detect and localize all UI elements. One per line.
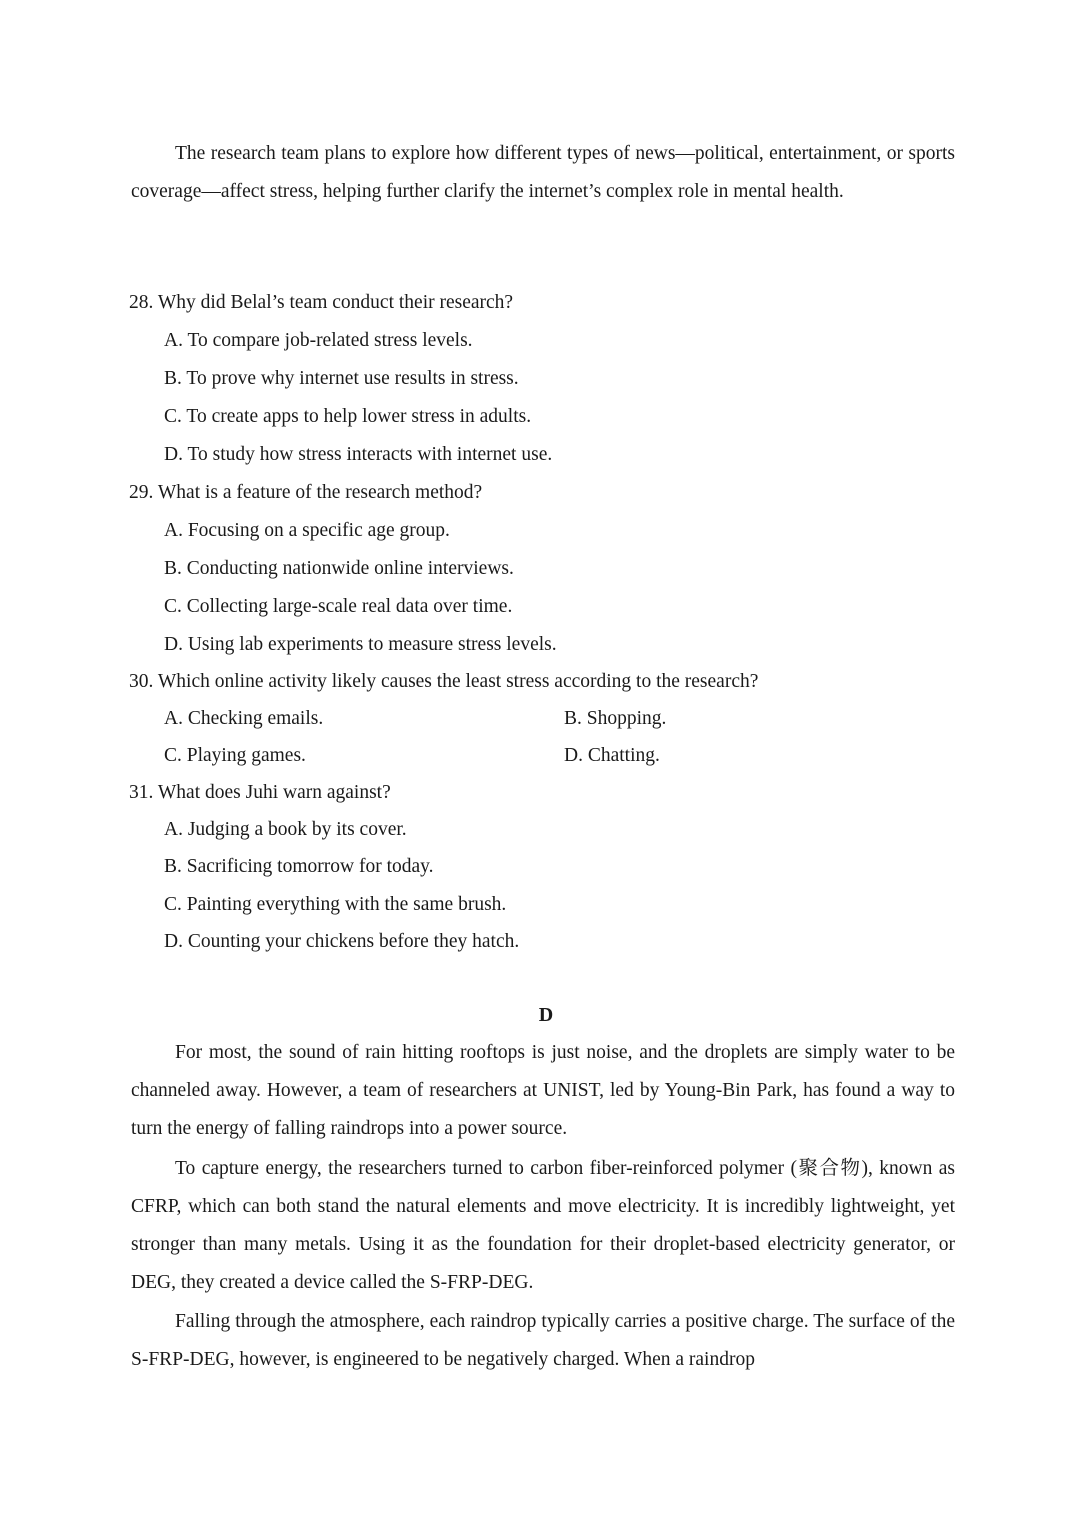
question-29-option-a: A. Focusing on a specific age group.: [164, 520, 450, 541]
question-31-option-d: D. Counting your chickens before they hatch.: [164, 931, 520, 952]
question-30-option-b: B. Shopping.: [564, 708, 667, 729]
question-29-option-c: C. Collecting large-scale real data over time.: [164, 596, 513, 617]
passage-d-paragraph-3: Falling through the atmosphere, each raindrop typically carries a positive charge. The surface of the S-FRP-DEG, however, is engineered to be negatively charged. When a raindrop: [131, 1311, 955, 1370]
question-28-option-a: A. To compare job-related stress levels.: [164, 330, 473, 351]
question-28-option-b: B. To prove why internet use results in stress.: [164, 368, 519, 389]
question-29-stem: 29. What is a feature of the research method?: [129, 482, 483, 503]
question-31-option-b: B. Sacrificing tomorrow for today.: [164, 856, 434, 877]
question-31-option-c: C. Painting everything with the same brush.: [164, 894, 507, 915]
passage-d-paragraph-1: For most, the sound of rain hitting rooftops is just noise, and the droplets are simply water to be channeled away. However, a team of researchers at UNIST, led by Young-Bin Park, has found a way to turn the energy of falling raindrops into a power source.: [131, 1042, 955, 1139]
question-29-option-b: B. Conducting nationwide online interviews.: [164, 558, 514, 579]
question-30-option-a: A. Checking emails.: [164, 708, 324, 729]
question-30-option-d: D. Chatting.: [564, 745, 660, 766]
passage-d-paragraph-2: To capture energy, the researchers turned to carbon fiber-reinforced polymer (聚合物), known as CFRP, which can both stand the natural elements and move electricity. It is incredibly lightweight, yet stronger than many metals. Using it as the foundation for their droplet-based electricity generator, or DEG, they created a device called the S-FRP-DEG.: [131, 1158, 955, 1293]
question-29-option-d: D. Using lab experiments to measure stress levels.: [164, 634, 557, 655]
section-d-heading: D: [538, 1004, 554, 1026]
question-30-stem: 30. Which online activity likely causes the least stress according to the research?: [129, 671, 759, 692]
passage-c-closing-paragraph: The research team plans to explore how different types of news—political, entertainment, or sports coverage—affect stress, helping further clarify the internet’s complex role in mental health.: [131, 143, 955, 202]
question-28-option-c: C. To create apps to help lower stress in adults.: [164, 406, 532, 427]
question-30-option-c: C. Playing games.: [164, 745, 306, 766]
question-28-option-d: D. To study how stress interacts with internet use.: [164, 444, 553, 465]
question-28-stem: 28. Why did Belal’s team conduct their research?: [129, 292, 514, 313]
question-31-option-a: A. Judging a book by its cover.: [164, 819, 407, 840]
question-31-stem: 31. What does Juhi warn against?: [129, 782, 391, 803]
